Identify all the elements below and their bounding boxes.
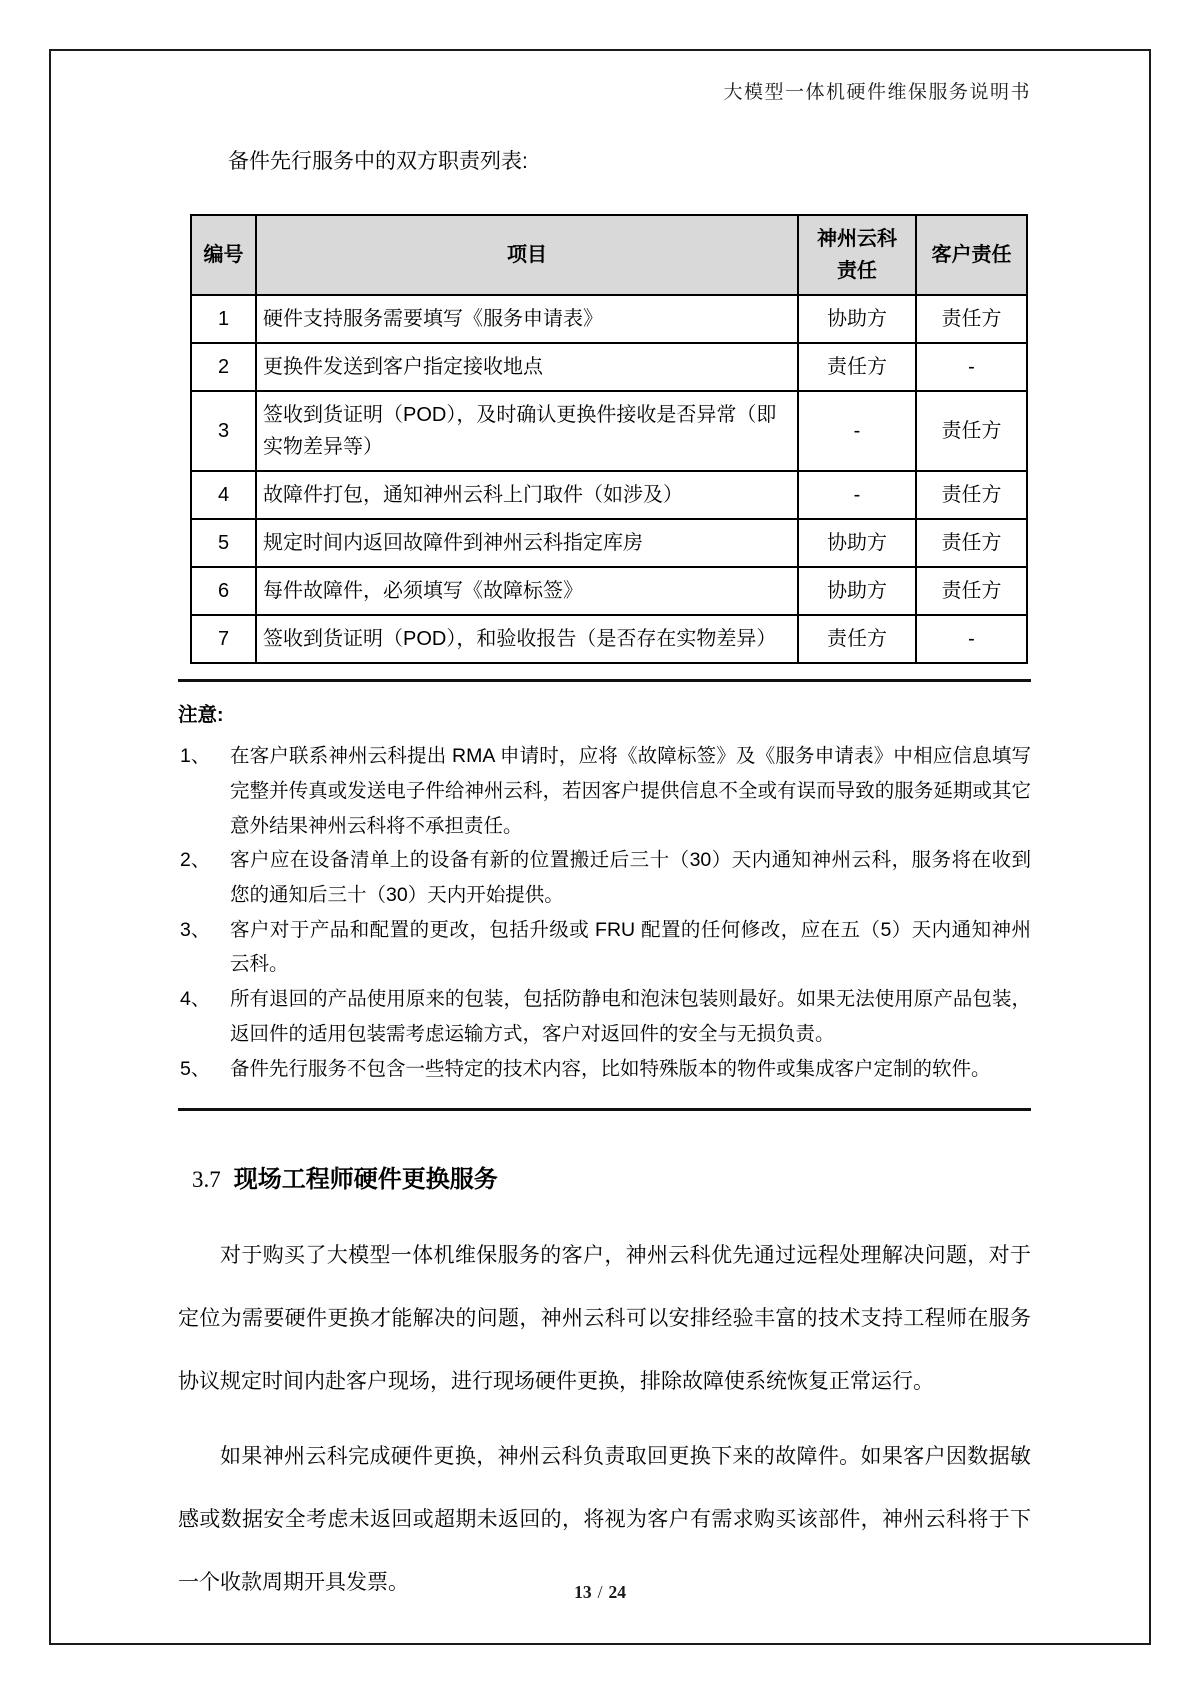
cell-vendor: -	[798, 471, 916, 519]
list-item-number: 4、	[180, 988, 211, 1011]
header-cell-item: 项目	[256, 215, 798, 295]
cell-item: 签收到货证明（POD），和验收报告（是否存在实物差异）	[256, 615, 798, 663]
table-row	[191, 567, 1027, 615]
list-item-text: 客户对于产品和配置的更改，包括升级或 FRU 配置的任何修改，应在五（5）天内通知神州云科。	[230, 918, 1031, 976]
list-item-text: 在客户联系神州云科提出 RMA 申请时，应将《故障标签》及《服务申请表》中相应信息填写完整并传真或发送电子件给神州云科，若因客户提供信息不全或有误而导致的服务延期或其它意外结果神州云科将不承担责任。	[230, 745, 1031, 837]
cell-vendor: 协助方	[798, 295, 916, 343]
cell-no: 1	[191, 295, 256, 343]
notes-list	[178, 739, 1031, 1086]
header-vendor-line2: 责任	[837, 260, 877, 282]
list-item-text: 客户应在设备清单上的设备有新的位置搬迁后三十（30）天内通知神州云科，服务将在收到您的通知后三十（30）天内开始提供。	[230, 849, 1031, 906]
notes-label: 注意:	[178, 704, 224, 726]
list-item	[178, 739, 1031, 843]
cell-customer: -	[916, 615, 1027, 663]
list-item-text: 所有退回的产品使用原来的包装，包括防静电和泡沫包装则最好。如果无法使用原产品包装，返回件的适用包装需考虑运输方式，客户对返回件的安全与无损负责。	[230, 988, 1031, 1045]
table-intro-text: 备件先行服务中的双方职责列表:	[228, 150, 528, 173]
list-item-number: 1、	[180, 745, 211, 768]
list-item-number: 2、	[180, 849, 211, 872]
section-divider-top	[178, 679, 1031, 682]
cell-no: 5	[191, 519, 256, 567]
page-content	[178, 49, 1031, 1614]
table-row	[191, 295, 1027, 343]
page-footer	[0, 1582, 1200, 1603]
section-title: 现场工程师硬件更换服务	[233, 1166, 498, 1194]
header-cell-customer: 客户责任	[916, 215, 1027, 295]
cell-item: 规定时间内返回故障件到神州云科指定库房	[256, 519, 798, 567]
page-number-current: 13	[574, 1582, 592, 1602]
cell-vendor: 责任方	[798, 343, 916, 391]
cell-no: 7	[191, 615, 256, 663]
table-row	[191, 615, 1027, 663]
cell-no: 6	[191, 567, 256, 615]
cell-customer: -	[916, 343, 1027, 391]
responsibility-table	[190, 214, 1028, 664]
page-number-separator: /	[597, 1582, 603, 1602]
cell-no: 4	[191, 471, 256, 519]
cell-customer: 责任方	[916, 295, 1027, 343]
body-paragraph-2: 如果神州云科完成硬件更换，神州云科负责取回更换下来的故障件。如果客户因数据敏感或数据安全考虑未返回或超期未返回的，将视为客户有需求购买该部件，神州云科将于下一个收款周期开具发票。	[178, 1445, 1031, 1595]
cell-item: 故障件打包，通知神州云科上门取件（如涉及）	[256, 471, 798, 519]
table-row	[191, 519, 1027, 567]
list-item	[178, 843, 1031, 912]
cell-customer: 责任方	[916, 471, 1027, 519]
table-row	[191, 471, 1027, 519]
cell-vendor: 协助方	[798, 519, 916, 567]
list-item	[178, 982, 1031, 1051]
cell-vendor: 协助方	[798, 567, 916, 615]
table-row	[191, 391, 1027, 471]
section-heading	[178, 1159, 1031, 1194]
table-header-row	[191, 215, 1027, 295]
cell-no: 2	[191, 343, 256, 391]
list-item-number: 3、	[180, 918, 211, 941]
list-item-number: 5、	[180, 1057, 211, 1080]
header-cell-vendor	[798, 215, 916, 295]
cell-customer: 责任方	[916, 567, 1027, 615]
body-paragraph-1: 对于购买了大模型一体机维保服务的客户，神州云科优先通过远程处理解决问题，对于定位为需要硬件更换才能解决的问题，神州云科可以安排经验丰富的技术支持工程师在服务协议规定时间内赴客户现场，进行现场硬件更换，排除故障使系统恢复正常运行。	[178, 1244, 1031, 1394]
section-number: 3.7	[192, 1167, 221, 1193]
header-cell-no: 编号	[191, 215, 256, 295]
section-divider-bottom	[178, 1108, 1031, 1111]
cell-vendor: -	[798, 391, 916, 471]
cell-vendor: 责任方	[798, 615, 916, 663]
cell-item: 更换件发送到客户指定接收地点	[256, 343, 798, 391]
document-header-title: 大模型一体机硬件维保服务说明书	[723, 82, 1031, 103]
cell-no: 3	[191, 391, 256, 471]
cell-item: 硬件支持服务需要填写《服务申请表》	[256, 295, 798, 343]
list-item	[178, 913, 1031, 982]
list-item	[178, 1052, 1031, 1087]
cell-customer: 责任方	[916, 519, 1027, 567]
list-item-text: 备件先行服务不包含一些特定的技术内容，比如特殊版本的物件或集成客户定制的软件。	[230, 1057, 991, 1080]
cell-item: 每件故障件，必须填写《故障标签》	[256, 567, 798, 615]
cell-item: 签收到货证明（POD），及时确认更换件接收是否异常（即实物差异等）	[256, 391, 798, 471]
table-row	[191, 343, 1027, 391]
cell-customer: 责任方	[916, 391, 1027, 471]
page-number-total: 24	[608, 1582, 626, 1602]
header-vendor-line1: 神州云科	[817, 228, 897, 250]
